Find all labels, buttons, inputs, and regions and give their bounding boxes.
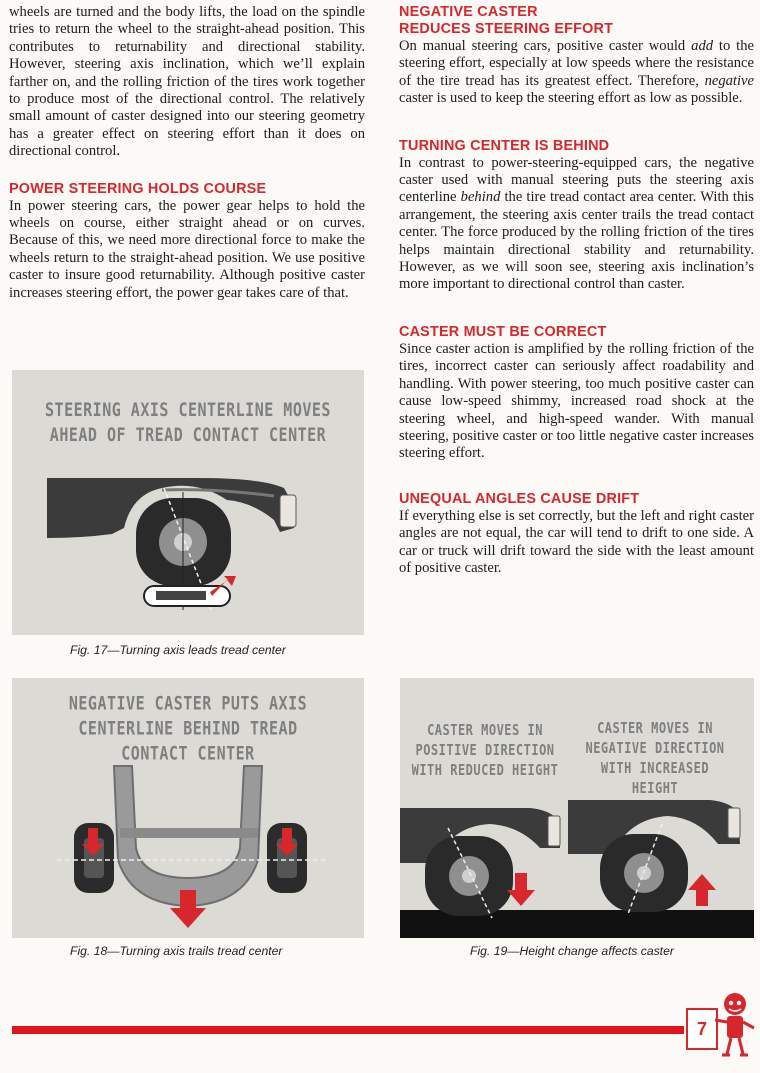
intro-paragraph: wheels are turned and the body lifts, the load on the spindle tries to return the wheel to the straight-ahead position. This contributes to returnability and directional stability. However, steering axis inclination, which we’ll explain farther on, and the rolling friction of the tires work together to produce most of the directional control. The relatively small amount of caster designed into our steering geometry has a greater effect on steering effort than it does on directional control. bbox=[9, 4, 365, 160]
figure-19-right-line-3: WITH INCREASED HEIGHT bbox=[600, 759, 710, 797]
unequal-angles-paragraph: If everything else is set correctly, but the left and right caster angles are not equal, the car will tend to drift to one side. A car or truck will drift toward the side with the least amount of positive caster. bbox=[399, 507, 754, 576]
footer-red-bar bbox=[12, 1026, 684, 1034]
figure-19-right-line-1: CASTER MOVES IN bbox=[597, 719, 713, 737]
figure-19-left-line-2: POSITIVE DIRECTION bbox=[415, 741, 555, 759]
caster-correct-paragraph: Since caster action is amplified by the rolling friction of the tires, incorrect caster can seriously affect roadability and handling. With power steering, too much positive caster can cause low-speed shimmy, increased road shock at the steering wheel, and high-speed wander. With manual steering, positive caster or too little negative caster increases steering effort. bbox=[399, 340, 754, 462]
figure-19 bbox=[400, 678, 754, 938]
emphasis-behind: behind bbox=[460, 189, 501, 206]
turning-center-heading: TURNING CENTER IS BEHIND bbox=[399, 137, 610, 154]
fender-headlight bbox=[280, 495, 296, 527]
left-column bbox=[9, 4, 365, 302]
figure-17-illustration bbox=[12, 370, 364, 635]
figure-18-label-line-2: CENTERLINE BEHIND TREAD bbox=[78, 716, 298, 740]
figure-18-illustration bbox=[12, 678, 364, 938]
right-column bbox=[399, 4, 754, 577]
mascot-icon bbox=[712, 990, 758, 1060]
figure-17-label-line-1: STEERING AXIS CENTERLINE MOVES bbox=[45, 398, 331, 421]
figure-17-caption: Fig. 17—Turning axis leads tread center bbox=[70, 643, 286, 657]
negative-caster-heading-1: NEGATIVE CASTER bbox=[399, 4, 538, 20]
negative-caster-heading-2: REDUCES STEERING EFFORT bbox=[399, 21, 614, 37]
turning-center-text-2: the tire tread contact area center. With this arrangement, the steering axis center trails the tread contact center. The force produced by the rolling friction of the tires helps maintain directional stability and returnability. However, as we will soon see, steering axis inclination’s more important to directional control than caster. bbox=[399, 189, 754, 293]
negative-caster-text-2: to the steering effort, especially at low speeds where the resistance of the tire tread has its greatest effect. Therefore, bbox=[399, 38, 755, 89]
figure-19-caption: Fig. 19—Height change affects caster bbox=[470, 944, 674, 958]
figure-19-illustration bbox=[400, 678, 754, 938]
caster-correct-heading: CASTER MUST BE CORRECT bbox=[399, 323, 607, 340]
figure-18-caption: Fig. 18—Turning axis trails tread center bbox=[70, 944, 283, 958]
power-steering-heading: POWER STEERING HOLDS COURSE bbox=[9, 180, 267, 197]
negative-caster-paragraph bbox=[399, 38, 754, 108]
turning-center-paragraph bbox=[399, 155, 754, 294]
page-number: 7 bbox=[686, 1008, 718, 1050]
figure-17-label-line-2: AHEAD OF TREAD CONTACT CENTER bbox=[49, 423, 327, 446]
figure-18 bbox=[12, 678, 364, 938]
negative-caster-text-3: caster is used to keep the steering effort as low as possible. bbox=[399, 90, 743, 107]
figure-19-left-line-3: WITH REDUCED HEIGHT bbox=[411, 761, 559, 779]
figure-18-label-line-3: CONTACT CENTER bbox=[121, 741, 255, 765]
figure-19-right-line-2: NEGATIVE DIRECTION bbox=[585, 739, 725, 757]
turning-center-text-1: In contrast to power-steering-equipped cars, the negative caster used with manual steering puts the steering axis centerline bbox=[399, 154, 754, 206]
negative-caster-text-1: On manual steering cars, positive caster would bbox=[399, 38, 692, 54]
emphasis-negative: negative bbox=[704, 72, 754, 89]
emphasis-add: add bbox=[691, 38, 714, 54]
power-steering-paragraph: In power steering cars, the power gear helps to hold the wheels on course, either straight ahead or on curves. Because of this, we need more directional force to make the wheels return to the straight-ahead position. We use positive caster to insure good returnability. Although positive caster increases steering effort, the power gear takes care of that. bbox=[9, 197, 365, 301]
figure-19-left-line-1: CASTER MOVES IN bbox=[427, 721, 543, 739]
figure-17 bbox=[12, 370, 364, 635]
unequal-angles-heading: UNEQUAL ANGLES CAUSE DRIFT bbox=[399, 490, 640, 507]
up-red-arrow bbox=[688, 874, 716, 906]
figure-18-label-line-1: NEGATIVE CASTER PUTS AXIS bbox=[68, 691, 308, 715]
